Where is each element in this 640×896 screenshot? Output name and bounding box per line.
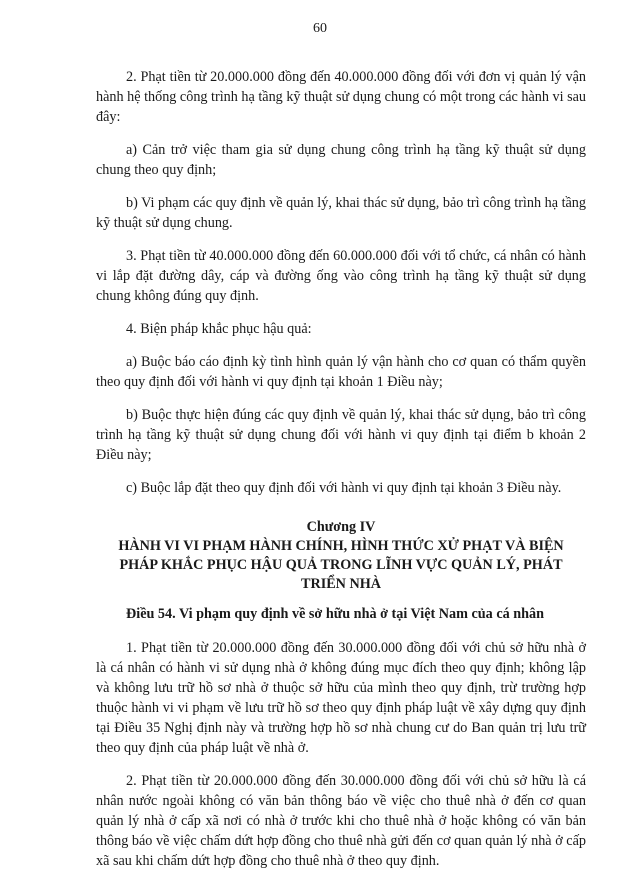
clause-2: 2. Phạt tiền từ 20.000.000 đồng đến 40.000.000 đồng đối với đơn vị quản lý vận hành hệ thống công trình hạ tầng kỹ thuật sử dụng chung có một trong các hành vi sau đây: (96, 69, 586, 125)
clause-2-point-b: b) Vi phạm các quy định về quản lý, khai thác sử dụng, bảo trì công trình hạ tầng kỹ thuật sử dụng chung. (96, 195, 586, 231)
document-body (96, 67, 586, 884)
article-heading: Điều 54. Vi phạm quy định về sở hữu nhà ở tại Việt Nam của cá nhân (126, 606, 545, 622)
clause-3: 3. Phạt tiền từ 40.000.000 đồng đến 60.000.000 đối với tổ chức, cá nhân có hành vi lắp đặt đường dây, cáp và đường ống vào công trình hạ tầng kỹ thuật sử dụng chung không đúng quy định. (96, 248, 586, 304)
chapter-title: HÀNH VI VI PHẠM HÀNH CHÍNH, HÌNH THỨC XỬ PHẠT VÀ BIỆN PHÁP KHẮC PHỤC HẬU QUẢ TRONG LĨNH VỰC QUẢN LÝ, PHÁT TRIỂN NHÀ (118, 538, 564, 592)
clause-4: 4. Biện pháp khắc phục hậu quả: (126, 321, 312, 337)
chapter-heading (96, 518, 586, 594)
clause-4-point-a: a) Buộc báo cáo định kỳ tình hình quản lý vận hành cho cơ quan có thẩm quyền theo quy định đối với hành vi quy định tại khoản 1 Điều này; (96, 354, 586, 390)
page-number: 60 (313, 21, 327, 36)
clause-4-point-c: c) Buộc lắp đặt theo quy định đối với hành vi quy định tại khoản 3 Điều này. (126, 480, 562, 496)
clause-4-point-b: b) Buộc thực hiện đúng các quy định về quản lý, khai thác sử dụng, bảo trì công trình hạ tầng kỹ thuật sử dụng chung đối với hành vi quy định tại điểm b khoản 2 Điều này; (96, 407, 586, 463)
clause-2-point-a: a) Cản trở việc tham gia sử dụng chung công trình hạ tầng kỹ thuật sử dụng chung theo quy định; (96, 142, 586, 178)
article-54-clause-1: 1. Phạt tiền từ 20.000.000 đồng đến 30.000.000 đồng đối với chủ sở hữu nhà ở là cá nhân có hành vi sử dụng nhà ở không đúng mục đích theo quy định; không lập và không lưu trữ hồ sơ nhà ở thuộc sở hữu của mình theo quy định, trừ trường hợp thuộc hành vi vi phạm về lưu trữ hồ sơ theo quy định pháp luật về xây dựng quy định tại Điều 35 Nghị định này và trường hợp hồ sơ nhà chung cư do Ban quản trị lưu trữ theo quy định của pháp luật về nhà ở. (96, 640, 586, 756)
chapter-number: Chương IV (306, 519, 376, 535)
article-54-clause-2: 2. Phạt tiền từ 20.000.000 đồng đến 30.000.000 đồng đối với chủ sở hữu là cá nhân nước ngoài không có văn bản thông báo về việc cho thuê nhà ở đến cơ quan quản lý nhà ở cấp xã nơi có nhà ở trước khi cho thuê nhà ở hoặc không có văn bản thông báo về việc chấm dứt hợp đồng cho thuê nhà gửi đến cơ quan quản lý nhà ở cấp xã sau khi chấm dứt hợp đồng cho thuê nhà ở theo quy định. (96, 773, 586, 869)
